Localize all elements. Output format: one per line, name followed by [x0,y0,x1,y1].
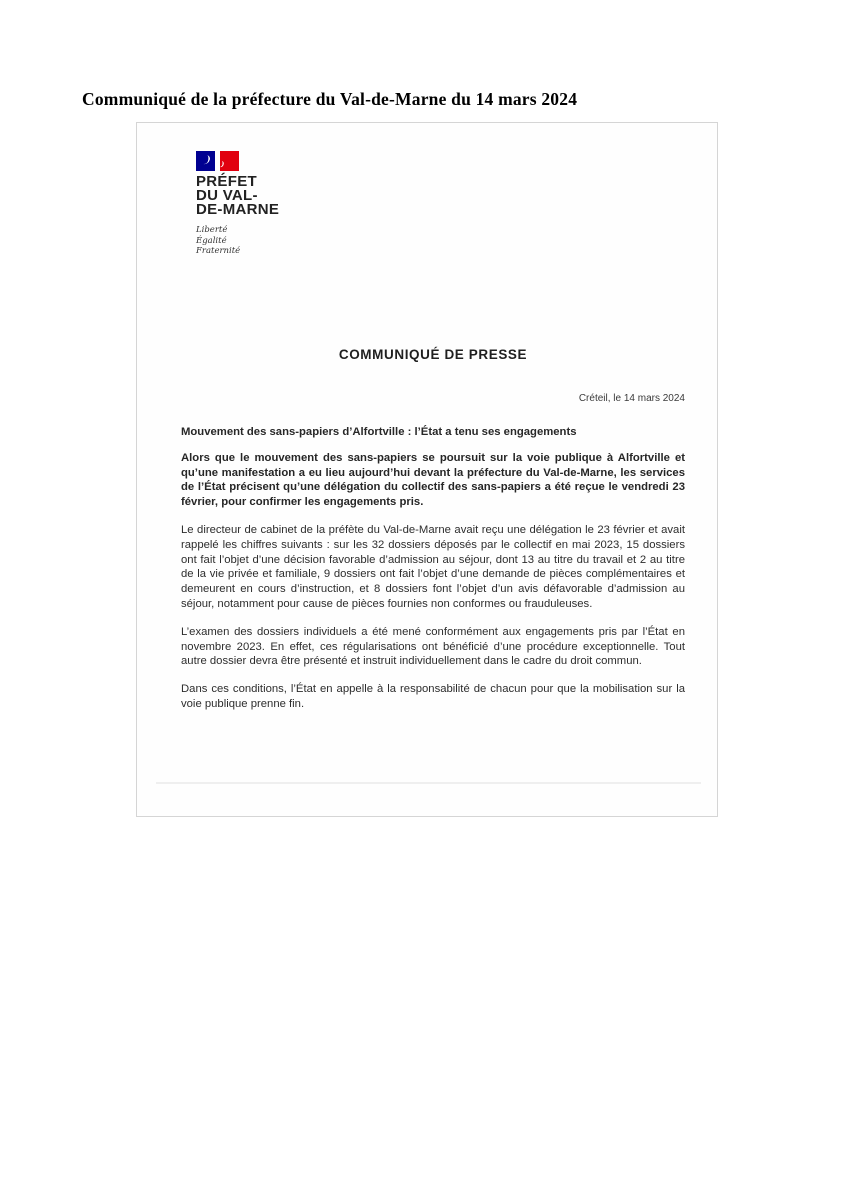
motto-line: Liberté [196,225,228,236]
separator-line [156,782,701,784]
press-release-label: COMMUNIQUÉ DE PRESSE [338,346,528,362]
french-flag-icon [196,151,685,171]
dateline: Créteil, le 14 mars 2024 [578,392,685,404]
prefecture-name-line: DU VAL- [196,186,258,204]
page-title: Communiqué de la préfecture du Val-de-Marne du 14 mars 2024 [82,88,578,109]
republic-motto [196,225,685,257]
paragraph: Dans ces conditions, l’État en appelle à la responsabilité de chacun pour que la mobilisation sur la voie publique prenne fin. [181,683,685,711]
prefecture-name-line: DE-MARNE [196,200,280,218]
prefecture-name-line: PRÉFET [196,173,257,190]
press-release-document [136,122,718,817]
paragraph: L’examen des dossiers individuels a été mené conformément aux engagements pris par l’État en novembre 2023. En effet, ces régularisations ont bénéficié d’une procédure exceptionnelle. Tout autre dossier devra être présenté et instruit individuellement dans le cadre du droit commun. [181,625,685,668]
paragraph: Le directeur de cabinet de la préfète du Val-de-Marne avait reçu une délégation le 23 février et avait rappelé les chiffres suivants : sur les 32 dossiers déposés par le collectif en mai 2023, 15 dossiers ont fait l’objet d’une décision favorable d’admission au séjour, dont 13 au titre du travail et 2 au titre de la vie privée et familiale, 9 dossiers ont fait l’objet d’une demande de pièces complémentaires et demeurent en cours d’instruction, et 8 dossiers font l’objet d’un avis défavorable d’admission au séjour, notamment pour cause de pièces fournies non conformes ou frauduleuses. [181,524,685,611]
prefecture-logo-block [196,151,685,257]
prefecture-name [196,175,685,216]
press-release-heading: Mouvement des sans-papiers d’Alfortville : l’État a tenu ses engagements [181,425,577,438]
motto-line: Égalité [196,235,227,246]
paragraph-lead: Alors que le mouvement des sans-papiers se poursuit sur la voie publique à Alfortville et qu’une manifestation a eu lieu aujourd’hui devant la préfecture du Val-de-Marne, les services de l’État précisent qu’une délégation du collectif des sans-papiers a été reçue le vendredi 23 février, pour confirmer les engagements pris. [181,451,685,509]
motto-line: Fraternité [196,246,241,257]
press-release-body [137,123,717,712]
